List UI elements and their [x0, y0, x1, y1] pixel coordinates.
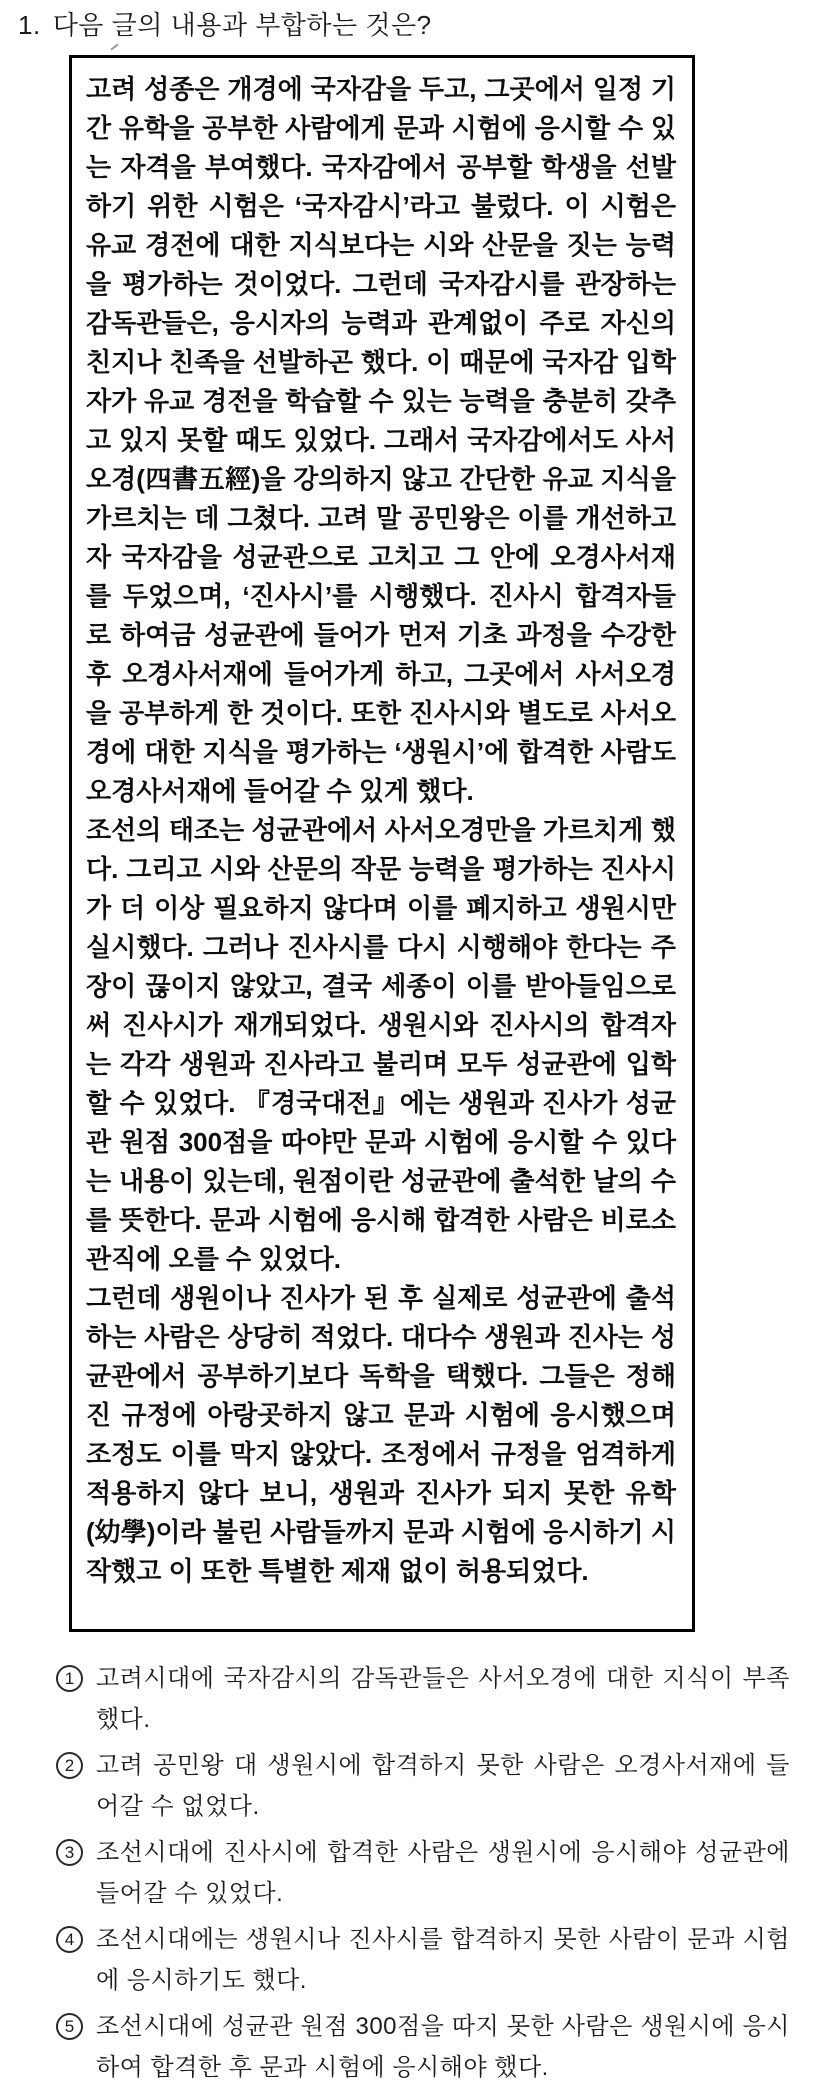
choice-number-circle	[56, 2013, 83, 2040]
passage-box	[69, 55, 695, 1632]
choice-text: 고려시대에 국자감시의 감독관들은 사서오경에 대한 지식이 부족했다.	[96, 1665, 790, 1733]
passage-paragraph-2: 조선의 태조는 성균관에서 사서오경만을 가르치게 했다. 그리고 시와 산문의 작문 능력을 평가하는 진사시가 더 이상 필요하지 않다며 이를 폐지하고 생원시만 실시했다. 그러나 진사시를 다시 시행해야 한다는 주장이 끊이지 않았고, 결국 세종이 이를 받아들임으로써 진사시가 재개되었다. 생원시와 진사시의 합격자는 각각 생원과 진사라고 불리며 모두 성균관에 입학할 수 있었다. 『경국대전』에는 생원과 진사가 성균관 원점 300점을 따야만 문과 시험에 응시할 수 있다는 내용이 있는데, 원점이란 성균관에 출석한 날의 수를 뜻한다. 문과 시험에 응시해 합격한 사람은 비로소 관직에 오를 수 있었다.	[86, 815, 676, 1274]
answer-choices	[56, 1658, 790, 2088]
choice-number: 4	[64, 1930, 75, 1949]
choice-number: 3	[64, 1843, 75, 1862]
question-number: 1.	[18, 10, 41, 40]
choice-number-circle	[56, 1926, 83, 1953]
choice-number-circle	[56, 1752, 83, 1779]
passage-paragraph-1: 고려 성종은 개경에 국자감을 두고, 그곳에서 일정 기간 유학을 공부한 사람에게 문과 시험에 응시할 수 있는 자격을 부여했다. 국자감에서 공부할 학생을 선발하기 위한 시험은 ‘국자감시’라고 불렀다. 이 시험은 유교 경전에 대한 지식보다는 시와 산문을 짓는 능력을 평가하는 것이었다. 그런데 국자감시를 관장하는 감독관들은, 응시자의 능력과 관계없이 주로 자신의 친지나 친족을 선발하곤 했다. 이 때문에 국자감 입학자가 유교 경전을 학습할 수 있는 능력을 충분히 갖추고 있지 못할 때도 있었다. 그래서 국자감에서도 사서오경(四書五經)을 강의하지 않고 간단한 유교 지식을 가르치는 데 그쳤다. 고려 말 공민왕은 이를 개선하고자 국자감을 성균관으로 고치고 그 안에 오경사서재를 두었으며, ‘진사시’를 시행했다. 진사시 합격자들로 하여금 성균관에 들어가 먼저 기초 과정을 수강한 후 오경사서재에 들어가게 하고, 그곳에서 사서오경을 공부하게 한 것이다. 또한 진사시와 별도로 사서오경에 대한 지식을 평가하는 ‘생원시’에 합격한 사람도 오경사서재에 들어갈 수 있게 했다.	[86, 74, 676, 806]
choice-option-1[interactable]	[56, 1658, 790, 1740]
choice-number-circle	[56, 1665, 83, 1692]
choice-number: 2	[64, 1756, 75, 1775]
choice-number: 1	[64, 1669, 75, 1688]
question-header	[0, 0, 826, 41]
choice-number: 5	[64, 2017, 75, 2036]
choice-text: 고려 공민왕 대 생원시에 합격하지 못한 사람은 오경사서재에 들어갈 수 없었다.	[96, 1752, 790, 1820]
choice-option-4[interactable]	[56, 1919, 790, 2001]
scan-speck-artifact	[110, 43, 118, 50]
choice-number-circle	[56, 1839, 83, 1866]
choice-text: 조선시대에 성균관 원점 300점을 따지 못한 사람은 생원시에 응시하여 합격한 후 문과 시험에 응시해야 했다.	[96, 2013, 790, 2081]
question-text: 다음 글의 내용과 부합하는 것은?	[52, 10, 432, 40]
choice-text: 조선시대에는 생원시나 진사시를 합격하지 못한 사람이 문과 시험에 응시하기도 했다.	[96, 1926, 790, 1994]
choice-option-3[interactable]	[56, 1832, 790, 1914]
choice-option-2[interactable]	[56, 1745, 790, 1827]
choice-option-5[interactable]	[56, 2006, 790, 2088]
choice-text: 조선시대에 진사시에 합격한 사람은 생원시에 응시해야 성균관에 들어갈 수 있었다.	[96, 1839, 790, 1907]
passage-paragraph-3: 그런데 생원이나 진사가 된 후 실제로 성균관에 출석하는 사람은 상당히 적었다. 대다수 생원과 진사는 성균관에서 공부하기보다 독학을 택했다. 그들은 정해진 규정에 아랑곳하지 않고 문과 시험에 응시했으며 조정도 이를 막지 않았다. 조정에서 규정을 엄격하게 적용하지 않다 보니, 생원과 진사가 되지 못한 유학(幼學)이라 불린 사람들까지 문과 시험에 응시하기 시작했고 이 또한 특별한 제재 없이 허용되었다.	[86, 1283, 676, 1586]
